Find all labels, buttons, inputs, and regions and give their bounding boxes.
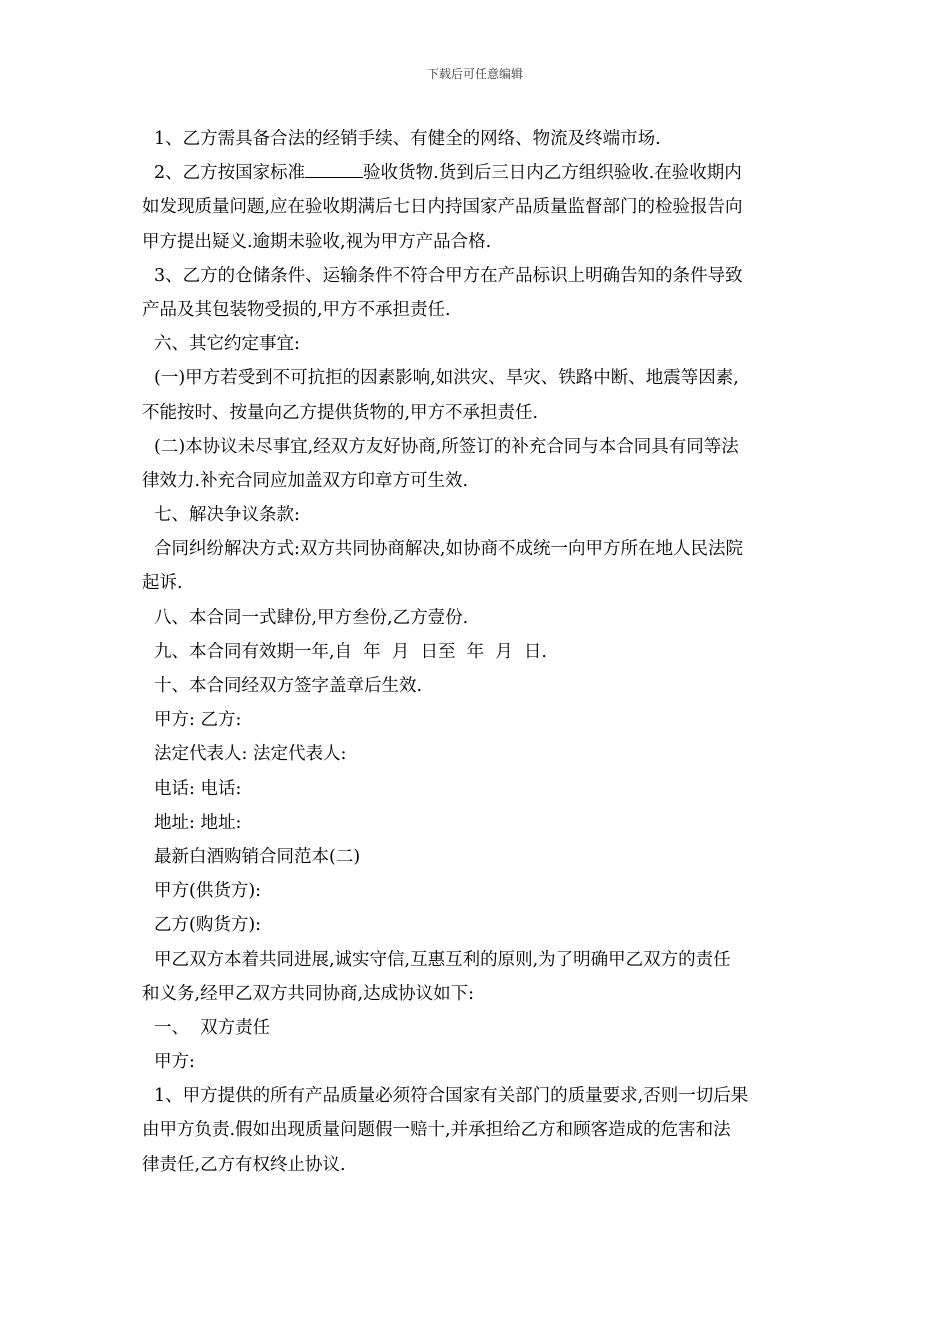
- signature-address-line: 地址: 地址:: [154, 812, 242, 833]
- clause-line: 甲方提出疑义.逾期未验收,视为甲方产品合格.: [142, 231, 492, 252]
- clause-line: 3、乙方的仓储条件、运输条件不符合甲方在产品标识上明确告知的条件导致: [154, 265, 743, 286]
- signature-representative-line: 法定代表人: 法定代表人:: [154, 744, 347, 765]
- section-heading: 七、解决争议条款:: [154, 505, 300, 526]
- clause-line: 律责任,乙方有权终止协议.: [142, 1154, 346, 1175]
- clause-line: 律效力.补充合同应加盖双方印章方可生效.: [142, 470, 469, 491]
- clause-line: 由甲方负责.假如出现质量问题假一赔十,并承担给乙方和顾客造成的危害和法: [142, 1120, 731, 1141]
- clause-line-with-blank: [142, 156, 810, 190]
- party-b-line: 乙方(购货方):: [154, 915, 262, 936]
- party-a-line: 甲方(供货方):: [154, 881, 262, 902]
- section-heading: 六、其它约定事宜:: [154, 334, 300, 355]
- signature-party-line: 甲方: 乙方:: [154, 710, 242, 731]
- section-heading: 一、 双方责任: [154, 1017, 271, 1038]
- clause-line: 如发现质量问题,应在验收期满后七日内持国家产品质量监督部门的检验报告向: [142, 197, 743, 218]
- clause-line: 产品及其包装物受损的,甲方不承担责任.: [142, 299, 451, 320]
- clause-line: (二)本协议未尽事宜,经双方友好协商,所签订的补充合同与本合同具有同等法: [154, 436, 739, 457]
- clause-line: 不能按时、按量向乙方提供货物的,甲方不承担责任.: [142, 402, 539, 423]
- clause-line: 1、乙方需具备合法的经销手续、有健全的网络、物流及终端市场.: [154, 129, 661, 149]
- clause-line: 九、本合同有效期一年,自 年 月 日至 年 月 日.: [154, 641, 547, 662]
- signature-phone-line: 电话: 电话:: [154, 778, 242, 799]
- clause-line: 起诉.: [142, 573, 183, 594]
- contract-title: 最新白酒购销合同范本(二): [154, 846, 361, 867]
- party-a-heading: 甲方:: [154, 1052, 195, 1073]
- contract-body: [142, 122, 810, 1182]
- header-note: 下载后可任意编辑: [426, 67, 523, 81]
- clause-line: (一)甲方若受到不可抗拒的因素影响,如洪灾、旱灾、铁路中断、地震等因素,: [154, 368, 739, 389]
- clause-line-part: 验收货物.货到后三日内乙方组织验收.在验收期内: [363, 163, 742, 184]
- preamble-line: 甲乙双方本着共同进展,诚实守信,互惠互利的原则,为了明确甲乙双方的责任: [154, 949, 731, 970]
- clause-line: 合同纠纷解决方式:双方共同协商解决,如协商不成统一向甲方所在地人民法院: [154, 539, 743, 560]
- preamble-line: 和义务,经甲乙双方共同协商,达成协议如下:: [142, 983, 475, 1004]
- clause-line-part: 2、乙方按国家标准: [154, 163, 306, 184]
- clause-line: 1、甲方提供的所有产品质量必须符合国家有关部门的质量要求,否则一切后果: [154, 1086, 749, 1107]
- fill-in-blank: [305, 163, 363, 178]
- clause-line: 十、本合同经双方签字盖章后生效.: [154, 676, 423, 696]
- clause-line: 八、本合同一式肆份,甲方叁份,乙方壹份.: [154, 607, 469, 628]
